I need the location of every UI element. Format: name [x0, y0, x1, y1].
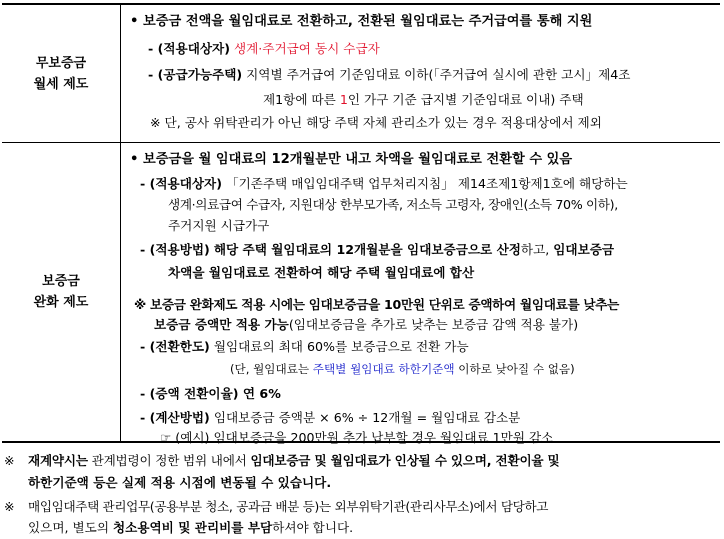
target-line	[140, 173, 628, 195]
limit-note-b: 이하로 낮아질 수 없음)	[454, 362, 575, 376]
supply-line	[148, 64, 630, 86]
rate-line: - (증액 전환이율) 연 6%	[140, 386, 281, 401]
footnote-1-text: 관계법령이 정한 범위 내에서	[87, 453, 251, 468]
row-header-no-deposit	[2, 5, 121, 142]
target-label: - (적용대상자)	[148, 41, 230, 56]
footnote-1-bold-a: 재계약시는	[28, 453, 88, 468]
footnote-2-text-a: 있으며, 별도의	[28, 520, 114, 535]
header-line-1: 보증금	[42, 274, 80, 289]
warning-bold: 보증금 증액만 적용 가능	[154, 317, 289, 332]
target-text-1: 「기존주택 매입임대주택 업무처리지침」 제14조제1항제1호에 해당하는	[225, 176, 628, 191]
footnote-2-bold: 청소용역비 및 관리비를 부담	[113, 520, 273, 535]
method-text-1b: 하고,	[520, 242, 550, 257]
limit-label: - (전환한도)	[140, 339, 210, 354]
target-label: - (적용대상자)	[140, 176, 222, 191]
footnote-1-bold-c: 임대보증금 및 월임대료가 인상될 수 있으며, 전환이율 및	[250, 453, 560, 468]
limit-note	[230, 358, 575, 380]
example-line: ☞ (예시) 임대보증금을 200만원 추가 납부할 경우 월임대료 1만원 감소	[160, 430, 554, 445]
policy-table	[2, 3, 720, 443]
method-label: - (적용방법)	[140, 242, 210, 257]
header-line-2: 완화 제도	[33, 295, 89, 310]
footnote-2-text-c: 하셔야 합니다.	[272, 520, 354, 535]
limit-note-blue: 주택별 월임대료 하한기준액	[312, 362, 455, 376]
footnote-2-mark: ※	[4, 499, 15, 514]
calc-label: - (계산방법)	[140, 410, 210, 425]
supply-text-2-num: 1	[339, 92, 348, 107]
target-text-2: 생계·의료급여 수급자, 지원대상 한부모가족, 저소득 고령자, 장애인(소득 70% 이하),	[168, 197, 618, 212]
warning-line-1: ※ 보증금 완화제도 적용 시에는 임대보증금을 10만원 단위로 증액하여 월임대료를 낮추는	[134, 297, 620, 312]
footnote-1-mark: ※	[4, 453, 15, 468]
footnote-2-line-1: 매입임대주택 관리업무(공용부분 청소, 공과금 배분 등)는 외부위탁기관(관리사무소)에서 담당하고	[28, 499, 549, 514]
limit-note-a: (단, 월임대료는	[230, 362, 313, 376]
method-text-1c: 임대보증금	[553, 242, 615, 257]
target-line	[148, 38, 380, 60]
row-header-deposit-relief	[2, 143, 121, 441]
supply-label: - (공급가능주택)	[148, 67, 243, 82]
supply-text-2a: 제1항에 따른	[263, 92, 340, 107]
limit-value: 월임대료의 최대 60%를 보증금으로 전환 가능	[213, 339, 469, 354]
warning-line-2	[154, 314, 578, 336]
footnote-2-line-2	[28, 517, 353, 539]
exclusion-note: ※ 단, 공사 위탁관리가 아닌 해당 주택 자체 관리소가 있는 경우 적용대상에서 제외	[150, 115, 602, 130]
header-line-2: 월세 제도	[33, 76, 89, 92]
supply-text-2b: 인 가구 기준 급지별 기준임대료 이내) 주택	[347, 92, 584, 107]
warning-rest: (임대보증금을 추가로 낮추는 보증금 감액 적용 불가)	[288, 317, 579, 332]
limit-line	[140, 336, 469, 358]
calc-value: 임대보증금 증액분 × 6% ÷ 12개월 = 월임대료 감소분	[213, 410, 521, 425]
supply-text-1: 지역별 주거급여 기준임대료 이하(「주거급여 실시에 관한 고시」제4조	[246, 67, 631, 82]
target-value: 생계·주거급여 동시 수급자	[233, 41, 380, 56]
row-no-deposit	[2, 5, 720, 143]
main-bullet: • 보증금 전액을 월임대료로 전환하고, 전환된 월임대료는 주거급여를 통해 지원	[130, 14, 593, 29]
footnote-1-line-2: 하한기준액 등은 실제 적용 시점에 변동될 수 있습니다.	[28, 475, 332, 490]
method-text-1a: 해당 주택 월임대료의 12개월분을 임대보증금으로 산정	[213, 242, 521, 257]
main-bullet: • 보증금을 월 임대료의 12개월분만 내고 차액을 월임대료로 전환할 수 있음	[130, 152, 573, 167]
header-line-1: 무보증금	[35, 55, 87, 71]
supply-line-2	[263, 89, 584, 111]
row-deposit-relief	[2, 143, 720, 445]
target-text-3: 주거지원 시급가구	[168, 218, 270, 233]
method-text-2: 차액을 월임대료로 전환하여 해당 주택 월임대료에 합산	[168, 265, 475, 280]
calc-line	[140, 407, 520, 429]
method-line	[140, 239, 614, 261]
footnote-1-line-1	[28, 450, 560, 472]
